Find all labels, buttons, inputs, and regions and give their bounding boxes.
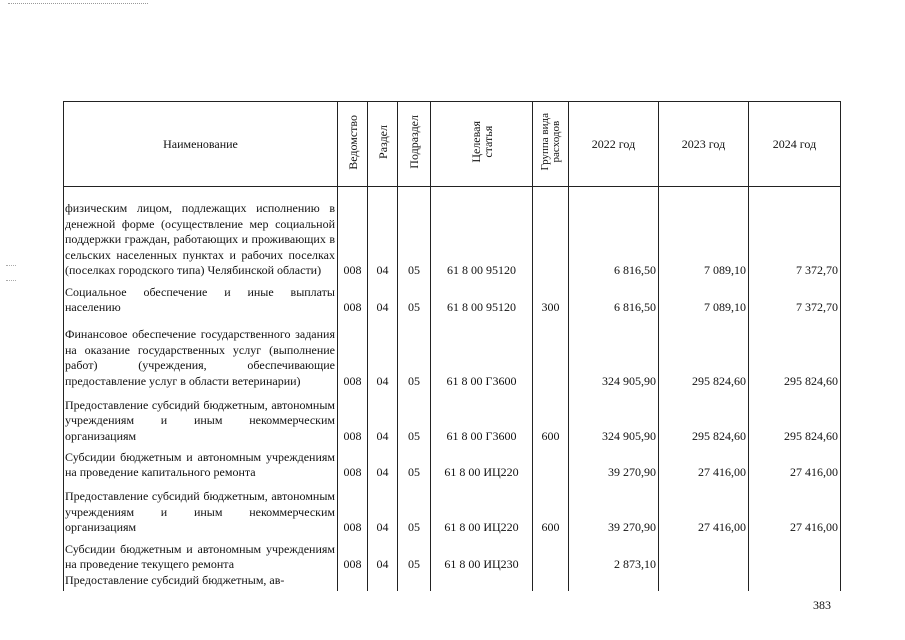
row-section: 04 xyxy=(368,389,398,444)
row-2023: 7 089,10 xyxy=(659,279,749,316)
header-2022: 2022 год xyxy=(569,102,659,187)
row-expense-group xyxy=(533,316,569,389)
row-section xyxy=(368,573,398,591)
table-row xyxy=(64,279,841,316)
header-name: Наименование xyxy=(64,102,338,187)
row-subsection: 05 xyxy=(398,444,431,481)
scan-artifact-mark xyxy=(6,280,16,281)
row-subsection xyxy=(398,573,431,591)
table-row xyxy=(64,389,841,444)
row-2023: 27 416,00 xyxy=(659,481,749,536)
scan-artifact-marks xyxy=(8,3,148,6)
row-target: 61 8 00 Г3600 xyxy=(431,316,533,389)
row-2024: 295 824,60 xyxy=(749,316,841,389)
row-2024: 27 416,00 xyxy=(749,444,841,481)
row-subsection: 05 xyxy=(398,316,431,389)
row-2023 xyxy=(659,536,749,573)
budget-table xyxy=(63,101,841,591)
row-expense-group xyxy=(533,573,569,591)
row-target: 61 8 00 95120 xyxy=(431,187,533,279)
row-dept: 008 xyxy=(338,389,368,444)
row-expense-group xyxy=(533,444,569,481)
row-name: Предоставление субсидий бюджетным, автономным учреждениям и иным некоммерческим организациям xyxy=(64,389,338,444)
header-expense-group: Группа вида расходов xyxy=(533,102,569,187)
row-2022: 39 270,90 xyxy=(569,481,659,536)
row-dept: 008 xyxy=(338,316,368,389)
header-dept: Ведомство xyxy=(338,102,368,187)
row-2023: 295 824,60 xyxy=(659,389,749,444)
row-section: 04 xyxy=(368,481,398,536)
row-name: физическим лицом, подлежащих исполнению в денежной форме (осуществление мер социальной поддержки граждан, работающих и проживающих в сельских населенных пунктах и рабочих поселках (поселках городского типа) Челябинской области) xyxy=(64,187,338,279)
page-number: 383 xyxy=(813,598,831,612)
row-2024 xyxy=(749,536,841,573)
table-row xyxy=(64,444,841,481)
row-expense-group xyxy=(533,187,569,279)
row-subsection: 05 xyxy=(398,481,431,536)
row-target: 61 8 00 Г3600 xyxy=(431,389,533,444)
row-2024: 295 824,60 xyxy=(749,389,841,444)
row-subsection: 05 xyxy=(398,279,431,316)
row-2024: 7 372,70 xyxy=(749,187,841,279)
row-2022: 39 270,90 xyxy=(569,444,659,481)
row-name: Субсидии бюджетным и автономным учреждениям на проведение капитального ремонта xyxy=(64,444,338,481)
table-row xyxy=(64,573,841,591)
table-header-row xyxy=(64,102,841,187)
row-2023: 27 416,00 xyxy=(659,444,749,481)
row-dept: 008 xyxy=(338,481,368,536)
row-2022: 6 816,50 xyxy=(569,187,659,279)
table-row xyxy=(64,481,841,536)
row-2022: 324 905,90 xyxy=(569,316,659,389)
row-section: 04 xyxy=(368,444,398,481)
row-expense-group: 600 xyxy=(533,481,569,536)
row-2023: 295 824,60 xyxy=(659,316,749,389)
row-expense-group: 600 xyxy=(533,389,569,444)
row-name: Предоставление субсидий бюджетным, ав- xyxy=(64,573,338,591)
header-section: Раздел xyxy=(368,102,398,187)
row-name: Субсидии бюджетным и автономным учреждениям на проведение текущего ремонта xyxy=(64,536,338,573)
row-2024: 27 416,00 xyxy=(749,481,841,536)
row-target: 61 8 00 ИЦ230 xyxy=(431,536,533,573)
row-target: 61 8 00 ИЦ220 xyxy=(431,444,533,481)
scan-artifact-mark xyxy=(6,265,16,266)
row-2024: 7 372,70 xyxy=(749,279,841,316)
row-name: Предоставление субсидий бюджетным, автономным учреждениям и иным некоммерческим организациям xyxy=(64,481,338,536)
row-dept: 008 xyxy=(338,444,368,481)
row-2022: 324 905,90 xyxy=(569,389,659,444)
row-section: 04 xyxy=(368,279,398,316)
row-section: 04 xyxy=(368,316,398,389)
table-row xyxy=(64,316,841,389)
row-2022: 6 816,50 xyxy=(569,279,659,316)
header-2023: 2023 год xyxy=(659,102,749,187)
row-2023 xyxy=(659,573,749,591)
row-section: 04 xyxy=(368,536,398,573)
row-dept: 008 xyxy=(338,279,368,316)
row-dept: 008 xyxy=(338,536,368,573)
header-target: Целевая статья xyxy=(431,102,533,187)
row-expense-group xyxy=(533,536,569,573)
row-2024 xyxy=(749,573,841,591)
row-expense-group: 300 xyxy=(533,279,569,316)
row-subsection: 05 xyxy=(398,389,431,444)
row-name: Финансовое обеспечение государственного задания на оказание государственных услуг (выполнение работ) (учреждения, обеспечивающие предоставление услуг в области ветеринарии) xyxy=(64,316,338,389)
header-2024: 2024 год xyxy=(749,102,841,187)
row-2022 xyxy=(569,573,659,591)
row-target xyxy=(431,573,533,591)
row-2023: 7 089,10 xyxy=(659,187,749,279)
table-row xyxy=(64,187,841,279)
row-2022: 2 873,10 xyxy=(569,536,659,573)
row-name: Социальное обеспечение и иные выплаты населению xyxy=(64,279,338,316)
header-subsection: Подраздел xyxy=(398,102,431,187)
row-subsection: 05 xyxy=(398,536,431,573)
row-subsection: 05 xyxy=(398,187,431,279)
row-target: 61 8 00 95120 xyxy=(431,279,533,316)
row-dept xyxy=(338,573,368,591)
row-dept: 008 xyxy=(338,187,368,279)
row-target: 61 8 00 ИЦ220 xyxy=(431,481,533,536)
table-row xyxy=(64,536,841,573)
row-section: 04 xyxy=(368,187,398,279)
